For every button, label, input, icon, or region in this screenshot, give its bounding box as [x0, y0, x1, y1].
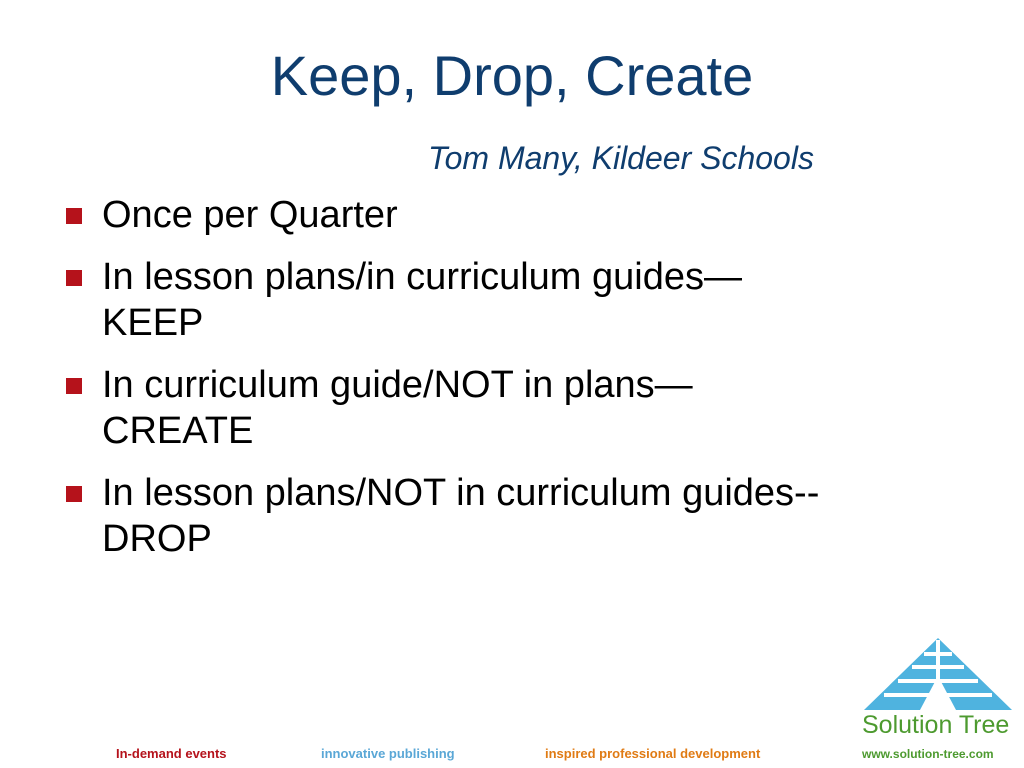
bullet-text: In lesson plans/NOT in curriculum guides--	[102, 472, 820, 514]
square-bullet-icon	[66, 208, 82, 224]
triangle-tree-icon	[858, 636, 1018, 712]
bullet-text: Once per Quarter	[102, 194, 398, 236]
bullet-item	[66, 470, 996, 562]
bullet-list	[66, 192, 996, 578]
slide-title: Keep, Drop, Create	[270, 44, 754, 107]
website-url: www.solution-tree.com	[862, 747, 994, 761]
square-bullet-icon	[66, 378, 82, 394]
square-bullet-icon	[66, 486, 82, 502]
logo-wordmark: Solution Tree	[862, 711, 1010, 739]
bullet-text-continued: CREATE	[102, 410, 254, 452]
bullet-text: In lesson plans/in curriculum guides—	[102, 256, 742, 298]
square-bullet-icon	[66, 270, 82, 286]
footer-tag-development: inspired professional development	[545, 746, 761, 761]
slide-subtitle: Tom Many, Kildeer Schools	[428, 140, 814, 176]
bullet-text: In curriculum guide/NOT in plans—	[102, 364, 693, 406]
bullet-text-continued: DROP	[102, 518, 212, 560]
bullet-item	[66, 254, 996, 346]
bullet-text-continued: KEEP	[102, 302, 204, 344]
footer-tag-events: In-demand events	[116, 746, 227, 761]
bullet-item	[66, 192, 996, 238]
footer-tag-publishing: innovative publishing	[321, 746, 455, 761]
bullet-item	[66, 362, 996, 454]
